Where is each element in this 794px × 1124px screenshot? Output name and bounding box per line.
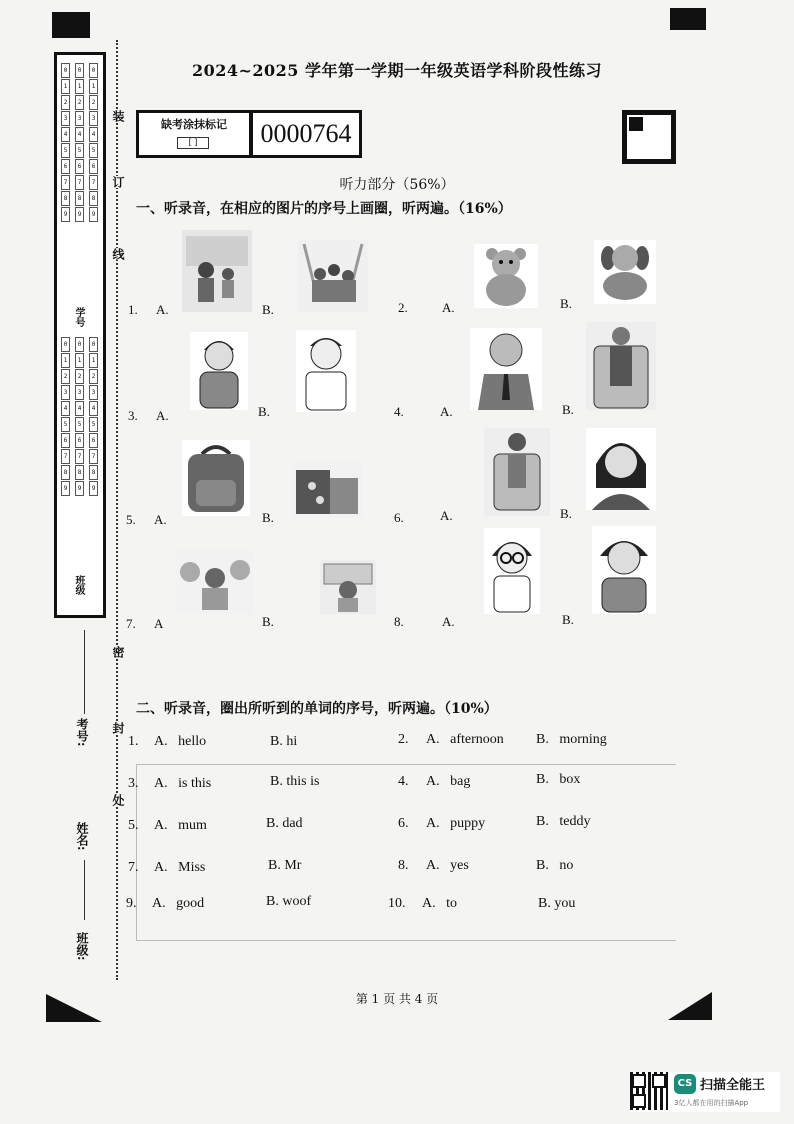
question-number: 4. [394, 404, 404, 419]
picture-boy-shirt[interactable] [296, 330, 356, 412]
option-letter: A. [426, 858, 440, 873]
option-letter: A. [426, 732, 440, 747]
app-logo-icon: CS [674, 1074, 696, 1094]
word-option-a[interactable] [154, 818, 207, 834]
word-number: 7. [128, 860, 139, 875]
option-letter: B. [268, 858, 281, 873]
question-number: 2. [398, 300, 408, 315]
word-text: hi [286, 734, 298, 749]
picture-girl-window[interactable] [320, 560, 376, 614]
exam-number-field-label: 考号: [75, 718, 89, 747]
word-option-b[interactable] [536, 814, 590, 830]
section1-title: 一、听录音，在相应的图片的序号上画圈，听两遍。（16%） [136, 201, 512, 217]
picture-woman-portrait[interactable] [586, 428, 656, 510]
bubble-column: 0 1 2 3 4 5 6 7 8 9 [89, 63, 98, 223]
option-b-label[interactable]: B. [560, 296, 572, 311]
word-text: puppy [450, 816, 486, 831]
app-name: 扫描全能王 [700, 1078, 766, 1093]
word-option-a[interactable] [154, 776, 211, 792]
picture-toy-box[interactable] [292, 462, 362, 518]
picture-woman-sitting[interactable] [484, 428, 550, 516]
word-option-b[interactable] [536, 732, 607, 748]
option-letter: A. [426, 816, 440, 831]
word-option-a[interactable] [426, 858, 469, 874]
picture-man-tie[interactable] [470, 328, 542, 410]
word-option-a[interactable] [426, 774, 470, 790]
word-text: you [554, 896, 576, 911]
option-letter: B. [536, 858, 549, 873]
option-b-label[interactable]: B. [562, 612, 574, 627]
bubble-column: 0 1 2 3 4 5 6 7 8 9 [61, 63, 70, 223]
option-letter: B. [270, 734, 283, 749]
word-text: box [559, 772, 581, 787]
word-text: woof [282, 894, 312, 909]
absent-mark-bubble[interactable]: [ ] [177, 137, 209, 149]
word-option-b[interactable] [538, 896, 575, 912]
registration-mark [622, 110, 676, 164]
scanner-watermark [630, 1072, 780, 1112]
picture-family-group[interactable] [298, 240, 368, 312]
option-a-label[interactable]: A. [442, 300, 455, 315]
option-letter: B. [266, 816, 279, 831]
word-text: bag [450, 774, 471, 789]
table-rule [136, 940, 676, 941]
word-text: yes [450, 858, 469, 873]
word-text: teddy [559, 814, 591, 829]
question-number: 3. [128, 408, 138, 423]
student-id-bubble-strip [54, 52, 106, 618]
corner-mark-top-left [52, 12, 90, 38]
word-option-a[interactable] [154, 734, 206, 750]
word-number: 4. [398, 774, 409, 789]
word-option-b[interactable] [270, 734, 297, 750]
option-b-label[interactable]: B. [562, 402, 574, 417]
name-field-label: 姓名: [75, 822, 89, 851]
table-rule [136, 764, 676, 765]
word-text: mum [178, 818, 207, 833]
word-number: 3. [128, 776, 139, 791]
word-text: good [176, 896, 205, 911]
binding-char: 封 [111, 722, 125, 734]
binding-char: 密 [111, 646, 125, 658]
option-a-label[interactable]: A. [156, 408, 169, 423]
page-number: 第 1 页 共 4 页 [355, 992, 439, 1006]
class-field-label: 班级: [75, 932, 89, 961]
app-tagline: 3亿人都在用的扫描App [674, 1099, 749, 1107]
binding-char: 订 [111, 176, 125, 188]
exam-number-field-line[interactable] [84, 630, 85, 714]
word-text: is this [178, 776, 212, 791]
picture-man-armchair[interactable] [586, 322, 656, 410]
option-letter: B. [538, 896, 551, 911]
bubble-column: 0 1 2 3 4 5 6 7 8 9 [61, 337, 70, 497]
picture-girl-garden[interactable] [176, 550, 254, 614]
picture-boy-sweater[interactable] [190, 332, 248, 410]
word-number: 1. [128, 734, 139, 749]
bubble-column: 0 1 2 3 4 5 6 7 8 9 [75, 337, 84, 497]
question-number: 6. [394, 510, 404, 525]
name-field-line[interactable] [84, 860, 85, 920]
binding-char: 处 [111, 794, 125, 806]
option-b-label[interactable]: B. [258, 404, 270, 419]
option-letter: B. [536, 814, 549, 829]
strip-label-class: 班级 [73, 575, 84, 595]
word-option-a[interactable] [152, 896, 204, 912]
option-b-label[interactable]: B. [560, 506, 572, 521]
word-text: no [559, 858, 574, 873]
bubble-column: 0 1 2 3 4 5 6 7 8 9 [89, 337, 98, 497]
word-text: to [446, 896, 458, 911]
picture-girl-smiling[interactable] [592, 526, 656, 614]
option-b-label[interactable]: B. [262, 302, 274, 317]
word-number: 6. [398, 816, 409, 831]
word-option-b[interactable] [536, 772, 580, 788]
word-option-b[interactable] [270, 774, 319, 790]
word-option-a[interactable] [426, 732, 504, 748]
option-a-label[interactable]: A. [156, 302, 169, 317]
word-text: Miss [178, 860, 206, 875]
word-number: 10. [388, 896, 406, 911]
exam-code-box: 0000764 [250, 110, 362, 158]
question-number: 1. [128, 302, 138, 317]
word-option-a[interactable] [426, 816, 485, 832]
word-text: this is [286, 774, 320, 789]
option-letter: A. [154, 734, 168, 749]
option-letter: B. [536, 732, 549, 747]
picture-teddy-bear[interactable] [474, 244, 538, 308]
option-a-label[interactable]: A. [440, 404, 453, 419]
word-number: 9. [126, 896, 137, 911]
option-letter: A. [422, 896, 436, 911]
question-number: 5. [126, 512, 136, 527]
picture-school-bag[interactable] [182, 440, 250, 516]
word-option-b[interactable] [536, 858, 573, 874]
word-number: 8. [398, 858, 409, 873]
word-option-b[interactable] [266, 894, 311, 910]
word-text: Mr [284, 858, 302, 873]
option-b-label[interactable]: B. [262, 614, 274, 629]
option-a-label[interactable]: A [154, 616, 164, 631]
picture-puppy-toy[interactable] [594, 240, 656, 304]
option-letter: B. [266, 894, 279, 909]
word-text: hello [178, 734, 207, 749]
option-letter: A. [426, 774, 440, 789]
qr-code-icon [630, 1072, 668, 1110]
word-text: afternoon [450, 732, 504, 747]
absent-mark-box [136, 110, 252, 158]
page-title: 2024~2025 学年第一学期一年级英语学科阶段性练习 [191, 61, 603, 80]
word-number: 5. [128, 818, 139, 833]
corner-mark-top-right [670, 8, 706, 30]
picture-family-room[interactable] [182, 230, 252, 312]
question-number: 7. [126, 616, 136, 631]
option-a-label[interactable]: A. [442, 614, 455, 629]
option-letter: A. [154, 860, 168, 875]
word-option-b[interactable] [268, 858, 301, 874]
binding-char: 线 [111, 248, 125, 260]
bubble-column: 0 1 2 3 4 5 6 7 8 9 [75, 63, 84, 223]
option-letter: A. [154, 818, 168, 833]
word-text: morning [559, 732, 607, 747]
word-option-b[interactable] [266, 816, 303, 832]
option-letter: A. [152, 896, 166, 911]
option-letter: B. [270, 774, 283, 789]
strip-label-student-id: 学号 [73, 307, 84, 327]
absent-mark-label: 缺考涂抹标记 [161, 118, 227, 131]
section2-title: 二、听录音，圈出所听到的单词的序号，听两遍。（10%） [136, 701, 498, 717]
binding-char: 装 [111, 110, 125, 122]
option-letter: A. [154, 776, 168, 791]
word-option-a[interactable] [154, 860, 205, 876]
listening-heading: 听力部分（56%） [339, 177, 455, 193]
option-a-label[interactable]: A. [154, 512, 167, 527]
picture-girl-glasses[interactable] [484, 528, 540, 614]
word-text: dad [282, 816, 303, 831]
word-option-a[interactable] [422, 896, 457, 912]
option-a-label[interactable]: A. [440, 508, 453, 523]
question-number: 8. [394, 614, 404, 629]
option-letter: B. [536, 772, 549, 787]
word-number: 2. [398, 732, 409, 747]
option-b-label[interactable]: B. [262, 510, 274, 525]
